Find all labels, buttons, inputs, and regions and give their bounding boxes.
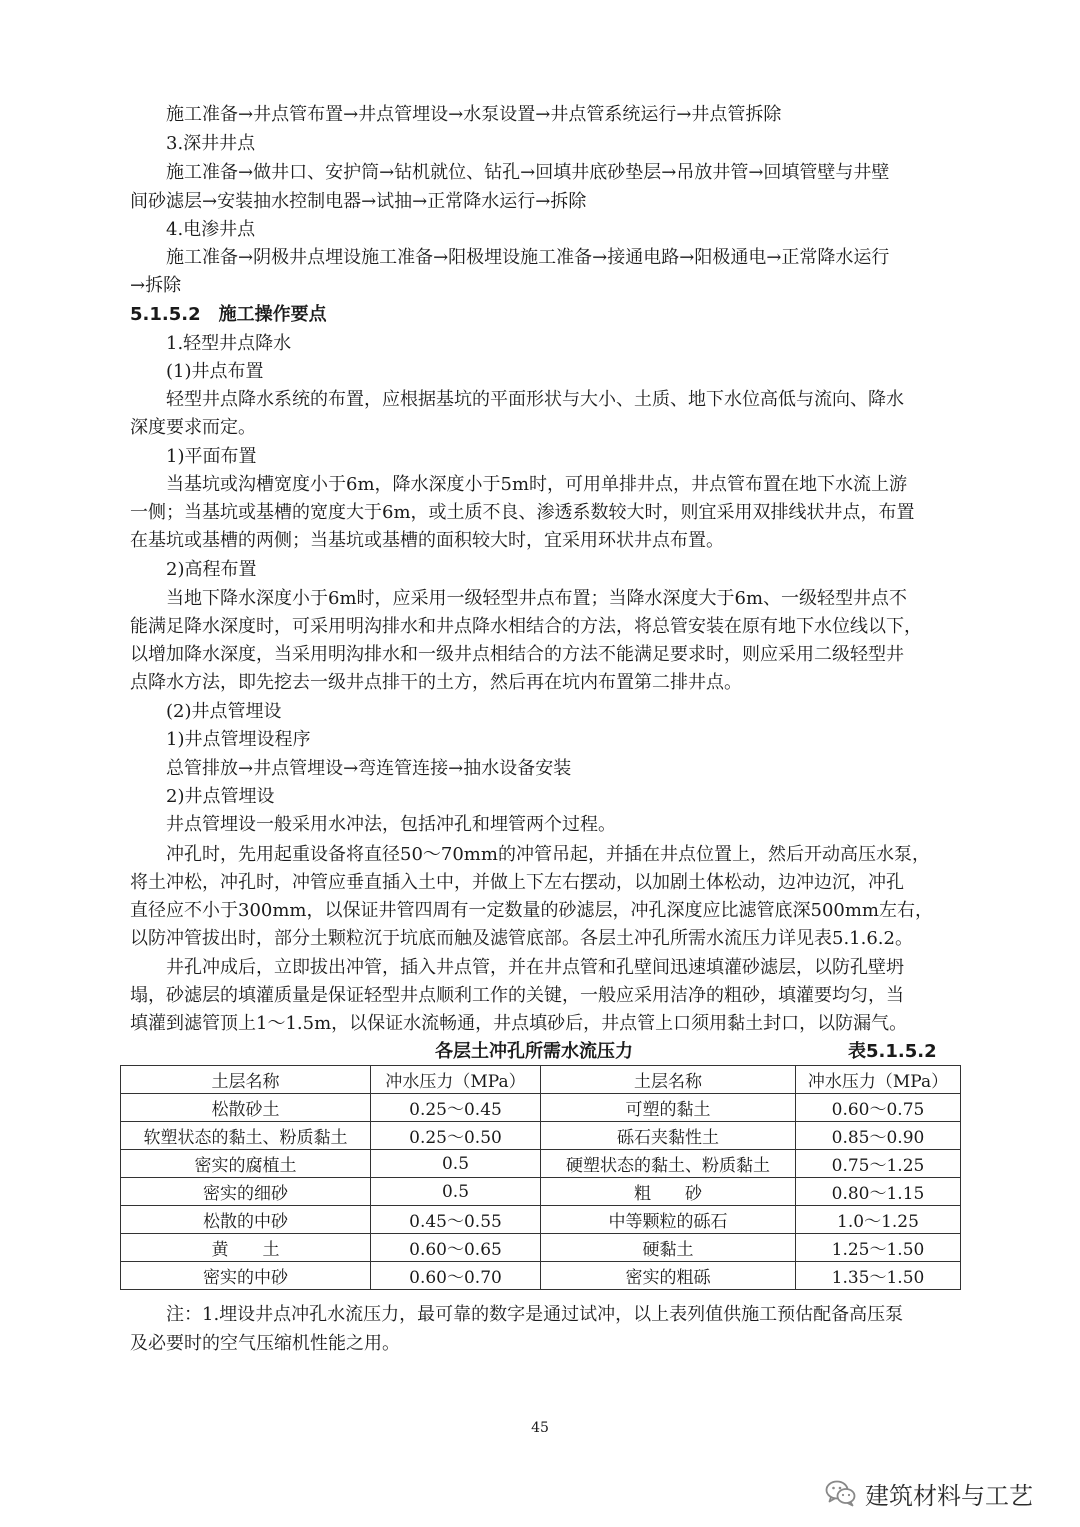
column-header: 冲水压力（MPa） <box>371 1066 541 1094</box>
soil-name-cell: 密实的细砂 <box>121 1178 371 1206</box>
paragraph-line: 当基坑或沟槽宽度小于6m，降水深度小于5m时，可用单排井点，井点管布置在地下水流上游 <box>166 474 908 495</box>
column-header: 土层名称 <box>541 1066 796 1094</box>
subsection-heading: 2)高程布置 <box>166 559 257 580</box>
process-flow-line: 施工准备→做井口、安护筒→钻机就位、钻孔→回填井底砂垫层→吊放井管→回填管壁与井壁 <box>166 162 890 183</box>
pressure-cell: 0.60～0.65 <box>371 1234 541 1262</box>
subsection-heading: 1)平面布置 <box>166 446 257 467</box>
soil-name-cell: 密实的腐植土 <box>121 1150 371 1178</box>
watermark <box>825 1473 1033 1513</box>
table-row <box>121 1122 961 1150</box>
pressure-cell: 0.25～0.50 <box>371 1122 541 1150</box>
paragraph-line: 点降水方法，即先挖去一级井点排干的土方，然后再在坑内布置第二排井点。 <box>130 672 742 693</box>
process-flow-line: 间砂滤层→安装抽水控制电器→试抽→正常降水运行→拆除 <box>130 191 587 212</box>
paragraph-line: 以增加降水深度，当采用明沟排水和一级井点相结合的方法不能满足要求时，则应采用二级轻型井 <box>130 644 904 665</box>
process-flow-line: 总管排放→井点管埋设→弯连管连接→抽水设备安装 <box>166 758 572 779</box>
table-number: 表5.1.5.2 <box>848 1041 937 1062</box>
table-row <box>121 1262 961 1290</box>
water-pressure-table <box>120 1065 961 1290</box>
table-note-line: 及必要时的空气压缩机性能之用。 <box>130 1333 400 1354</box>
soil-name-cell: 可塑的黏土 <box>541 1094 796 1122</box>
pressure-cell: 1.25～1.50 <box>796 1234 961 1262</box>
table-header-row <box>121 1066 961 1094</box>
paragraph-line: 井孔冲成后，立即拔出冲管，插入井点管，并在井点管和孔壁间迅速填灌砂滤层，以防孔壁坍 <box>166 957 904 978</box>
subsection-heading: 1)井点管埋设程序 <box>166 729 311 750</box>
column-header: 土层名称 <box>121 1066 371 1094</box>
table-row <box>121 1094 961 1122</box>
paragraph-line: 井点管埋设一般采用水冲法，包括冲孔和埋管两个过程。 <box>166 814 616 835</box>
pressure-cell: 0.60～0.75 <box>796 1094 961 1122</box>
paragraph-line: 以防冲管拔出时，部分土颗粒沉于坑底而触及滤管底部。各层土冲孔所需水流压力详见表5.1.6.2。 <box>130 928 913 949</box>
pressure-cell: 1.0～1.25 <box>796 1206 961 1234</box>
pressure-cell: 0.5 <box>371 1150 541 1178</box>
section-heading: 5.1.5.2 施工操作要点 <box>130 304 327 325</box>
process-flow-line: →拆除 <box>130 275 182 296</box>
table-row <box>121 1234 961 1262</box>
soil-name-cell: 松散的中砂 <box>121 1206 371 1234</box>
subsection-heading: 1.轻型井点降水 <box>166 333 292 354</box>
wechat-icon <box>825 1479 857 1507</box>
soil-name-cell: 中等颗粒的砾石 <box>541 1206 796 1234</box>
paragraph-line: 当地下降水深度小于6m时，应采用一级轻型井点布置；当降水深度大于6m、一级轻型井点不 <box>166 588 908 609</box>
pressure-cell: 1.35～1.50 <box>796 1262 961 1290</box>
soil-name-cell: 硬塑状态的黏土、粉质黏土 <box>541 1150 796 1178</box>
paragraph-line: 深度要求而定。 <box>130 417 256 438</box>
paragraph-line: 轻型井点降水系统的布置，应根据基坑的平面形状与大小、土质、地下水位高低与流向、降水 <box>166 389 904 410</box>
subsection-heading: 2)井点管埋设 <box>166 786 275 807</box>
section-item-heading: 3.深井井点 <box>166 133 256 154</box>
paragraph-line: 直径应不小于300mm，以保证井管四周有一定数量的砂滤层，冲孔深度应比滤管底深500mm左右， <box>130 900 933 921</box>
process-flow-line: 施工准备→阴极井点埋设施工准备→阳极埋设施工准备→接通电路→阳极通电→正常降水运行 <box>166 247 890 268</box>
paragraph-line: 能满足降水深度时，可采用明沟排水和井点降水相结合的方法，将总管安装在原有地下水位线以下， <box>130 616 922 637</box>
pressure-cell: 0.45～0.55 <box>371 1206 541 1234</box>
subsection-heading: (1)井点布置 <box>166 361 264 382</box>
column-header: 冲水压力（MPa） <box>796 1066 961 1094</box>
soil-name-cell: 黄 土 <box>121 1234 371 1262</box>
paragraph-line: 一侧；当基坑或基槽的宽度大于6m，或土质不良、渗透系数较大时，则宜采用双排线状井点，布置 <box>130 502 915 523</box>
subsection-heading: (2)井点管埋设 <box>166 701 282 722</box>
soil-name-cell: 密实的中砂 <box>121 1262 371 1290</box>
paragraph-line: 填灌到滤管顶上1～1.5m，以保证水流畅通，井点填砂后，井点管上口须用黏土封口，以防漏气。 <box>130 1013 908 1034</box>
paragraph-line: 在基坑或基槽的两侧；当基坑或基槽的面积较大时，宜采用环状井点布置。 <box>130 530 724 551</box>
soil-name-cell: 硬黏土 <box>541 1234 796 1262</box>
pressure-cell: 0.80～1.15 <box>796 1178 961 1206</box>
watermark-text: 建筑材料与工艺 <box>865 1481 1033 1510</box>
table-row <box>121 1206 961 1234</box>
pressure-cell: 0.5 <box>371 1178 541 1206</box>
pressure-cell: 0.75～1.25 <box>796 1150 961 1178</box>
soil-name-cell: 松散砂土 <box>121 1094 371 1122</box>
soil-name-cell: 砾石夹黏性土 <box>541 1122 796 1150</box>
soil-name-cell: 粗 砂 <box>541 1178 796 1206</box>
table-title: 各层土冲孔所需水流压力 <box>435 1041 633 1062</box>
process-flow-line: 施工准备→井点管布置→井点管埋设→水泵设置→井点管系统运行→井点管拆除 <box>166 104 782 125</box>
paragraph-line: 将土冲松，冲孔时，冲管应垂直插入土中，并做上下左右摆动，以加剧土体松动，边冲边沉，冲孔 <box>130 872 904 893</box>
soil-name-cell: 软塑状态的黏土、粉质黏土 <box>121 1122 371 1150</box>
pressure-cell: 0.85～0.90 <box>796 1122 961 1150</box>
table-row <box>121 1150 961 1178</box>
pressure-cell: 0.60～0.70 <box>371 1262 541 1290</box>
paragraph-line: 冲孔时，先用起重设备将直径50～70mm的冲管吊起，并插在井点位置上，然后开动高压水泵， <box>166 844 930 865</box>
paragraph-line: 塌，砂滤层的填灌质量是保证轻型井点顺利工作的关键，一般应采用洁净的粗砂，填灌要均匀，当 <box>130 985 904 1006</box>
page-number: 45 <box>531 1420 549 1436</box>
section-item-heading: 4.电渗井点 <box>166 219 256 240</box>
table-note-line: 注：1.埋设井点冲孔水流压力，最可靠的数字是通过试冲，以上表列值供施工预估配备高压泵 <box>166 1304 904 1325</box>
pressure-cell: 0.25～0.45 <box>371 1094 541 1122</box>
soil-name-cell: 密实的粗砾 <box>541 1262 796 1290</box>
table-row <box>121 1178 961 1206</box>
